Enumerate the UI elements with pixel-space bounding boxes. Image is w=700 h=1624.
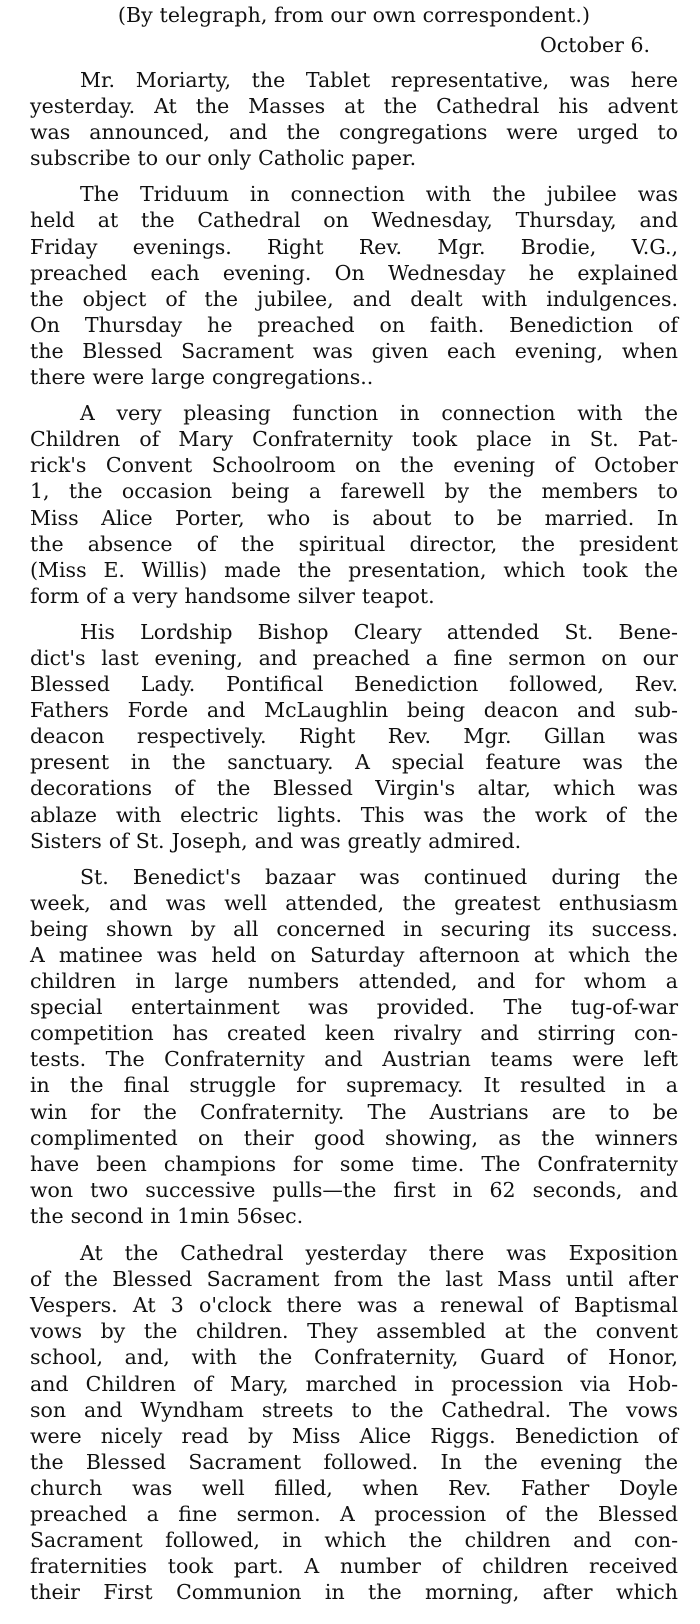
text-line: there were large congregations.. xyxy=(30,365,374,390)
text-line: At the Cathedral yesterday there was Exposition xyxy=(80,1241,678,1266)
text-line: A matinee was held on Saturday afternoon at which the xyxy=(30,943,678,967)
paragraph-5 xyxy=(30,864,678,1229)
text-line: present in the sanctuary. A special feature was the xyxy=(30,750,678,775)
text-line: Miss Alice Porter, who is about to be married. In xyxy=(30,505,678,530)
article-page xyxy=(30,0,678,1605)
text-line: the second in 1min 56sec. xyxy=(30,1203,304,1228)
paragraph-2 xyxy=(30,181,678,390)
text-line: Blessed Lady. Pontifical Benediction followed, Rev. xyxy=(30,672,678,697)
text-line: The Triduum in connection with the jubilee was xyxy=(80,182,678,207)
text-line: complimented on their good showing, as the winners xyxy=(30,1125,678,1150)
paragraph-4 xyxy=(30,619,678,854)
text-line: Fathers Forde and McLaughlin being deacon and sub- xyxy=(30,698,678,723)
text-line: held at the Cathedral on Wednesday, Thursday, and xyxy=(30,208,678,233)
text-line: decorations of the Blessed Virgin's altar, which was xyxy=(30,776,678,801)
text-line: A very pleasing function in connection with the xyxy=(80,401,678,426)
text-line: and Children of Mary, marched in procession via Hob- xyxy=(30,1371,678,1396)
paragraph-3 xyxy=(30,400,678,609)
text-line: in the final struggle for supremacy. It resulted in a xyxy=(30,1073,678,1098)
text-line: being shown by all concerned in securing its success. xyxy=(30,916,678,941)
text-line: subscribe to our only Catholic paper. xyxy=(30,146,417,171)
paragraph-1 xyxy=(30,67,678,171)
text-line: On Thursday he preached on faith. Benediction of xyxy=(30,312,678,337)
text-line: church was well filled, when Rev. Father Doyle xyxy=(30,1475,678,1500)
text-line: (Miss E. Willis) made the presentation, which took the xyxy=(30,557,678,582)
text-line: school, and, with the Confraternity, Guard of Honor, xyxy=(30,1345,678,1370)
text-line: His Lordship Bishop Cleary attended St. Bene- xyxy=(80,619,678,644)
text-line: Sacrament followed, in which the children and con- xyxy=(30,1528,678,1553)
text-line: Mr. Moriarty, the Tablet representative, was here xyxy=(80,68,678,92)
text-line: special entertainment was provided. The tug-of-war xyxy=(30,995,678,1020)
text-line: fraternities took part. A number of children received xyxy=(30,1554,678,1579)
text-line: were nicely read by Miss Alice Riggs. Benediction of xyxy=(30,1423,678,1448)
text-line: Children of Mary Confraternity took place in St. Pat- xyxy=(30,427,678,452)
text-line: 1, the occasion being a farewell by the members to xyxy=(30,479,678,504)
text-line: preached each evening. On Wednesday he explained xyxy=(30,260,678,285)
text-line: won two successive pulls—the first in 62 seconds, and xyxy=(30,1177,678,1202)
text-line: the Blessed Sacrament was given each evening, when xyxy=(30,338,678,363)
text-line: yesterday. At the Masses at the Cathedral his advent xyxy=(30,94,678,119)
text-line: vows by the children. They assembled at the convent xyxy=(30,1319,678,1344)
text-line: the absence of the spiritual director, the president xyxy=(30,531,678,556)
text-line: ablaze with electric lights. This was the work of the xyxy=(30,802,678,827)
text-line: was announced, and the congregations were urged to xyxy=(30,120,678,145)
text-line: form of a very handsome silver teapot. xyxy=(30,583,435,608)
text-line: their First Communion in the morning, after which xyxy=(30,1580,678,1605)
text-line: the Blessed Sacrament followed. In the evening the xyxy=(30,1449,678,1474)
text-line: preached a fine sermon. A procession of the Blessed xyxy=(30,1501,678,1526)
text-line: have been champions for some time. The Confraternity xyxy=(30,1151,678,1176)
article-date: October 6. xyxy=(540,33,650,57)
text-line: win for the Confraternity. The Austrians are to be xyxy=(30,1099,678,1124)
paragraph-6 xyxy=(30,1240,678,1605)
text-line: children in large numbers attended, and for whom a xyxy=(30,969,678,994)
text-line: Friday evenings. Right Rev. Mgr. Brodie, V.G., xyxy=(30,234,678,259)
text-line: competition has created keen rivalry and stirring con- xyxy=(30,1021,678,1046)
text-line: dict's last evening, and preached a fine sermon on our xyxy=(30,645,678,670)
text-line: Sisters of St. Joseph, and was greatly admired. xyxy=(30,828,522,853)
text-line: of the Blessed Sacrament from the last Mass until after xyxy=(30,1267,678,1292)
text-line: the object of the jubilee, and dealt with indulgences. xyxy=(30,286,678,311)
text-line: tests. The Confraternity and Austrian teams were left xyxy=(30,1047,678,1072)
text-line: St. Benedict's bazaar was continued during the xyxy=(80,864,678,889)
text-line: rick's Convent Schoolroom on the evening of October xyxy=(30,453,678,478)
text-line: week, and was well attended, the greatest enthusiasm xyxy=(30,890,678,915)
dateline: (By telegraph, from our own correspondent.) xyxy=(117,3,591,27)
text-line: deacon respectively. Right Rev. Mgr. Gillan was xyxy=(30,724,678,749)
text-line: son and Wyndham streets to the Cathedral. The vows xyxy=(30,1397,678,1422)
text-line: Vespers. At 3 o'clock there was a renewal of Baptismal xyxy=(30,1293,678,1318)
